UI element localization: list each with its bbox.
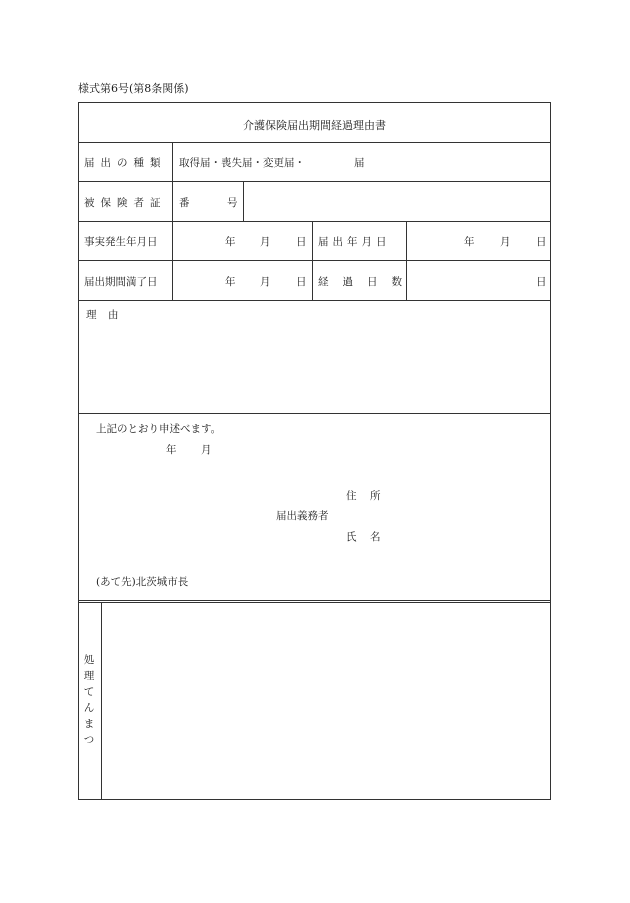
declaration-year-unit: 年 [166, 444, 177, 456]
occurrence-month-unit: 月 [260, 236, 271, 248]
address-label-2: 所 [370, 490, 381, 502]
expiry-month-unit: 月 [260, 276, 271, 288]
section-divider [78, 600, 551, 603]
reason-label-1: 理 [86, 309, 97, 321]
insured-card-label: 被保険者証 [84, 197, 167, 209]
form-title: 介護保険届出期間経過理由書 [243, 119, 386, 132]
address-label-1: 住 [346, 490, 357, 502]
filing-date-label: 届出年月日 [318, 236, 391, 248]
addressee: (あて先)北茨城市長 [96, 576, 189, 588]
declaration-month-unit: 月 [201, 444, 212, 456]
filing-month-unit: 月 [500, 236, 511, 248]
reason-label-2: 由 [108, 309, 119, 321]
occurrence-year-unit: 年 [225, 236, 236, 248]
col-divider [172, 142, 173, 300]
expiry-date-label: 届出期間満了日 [84, 276, 158, 288]
declaration-statement: 上記のとおり申述べます。 [96, 423, 222, 435]
row-divider [78, 181, 551, 182]
filing-year-unit: 年 [464, 236, 475, 248]
notification-type-label: 届出の種類 [84, 157, 167, 169]
insured-number-label-2: 号 [227, 197, 238, 209]
row-divider [78, 260, 551, 261]
row-divider [78, 300, 551, 301]
col-divider [312, 221, 313, 300]
name-label-2: 名 [370, 531, 381, 543]
filing-day-unit: 日 [536, 236, 547, 248]
elapsed-days-unit: 日 [536, 276, 547, 288]
expiry-year-unit: 年 [225, 276, 236, 288]
insured-number-label-1: 番 [179, 197, 190, 209]
form-number: 様式第6号(第8条関係) [78, 82, 189, 95]
notification-type-suffix: 届 [354, 157, 365, 169]
row-divider [78, 142, 551, 143]
row-divider [78, 413, 551, 414]
name-label-1: 氏 [346, 531, 357, 543]
col-divider [101, 603, 102, 800]
expiry-day-unit: 日 [296, 276, 307, 288]
obligor-label: 届出義務者 [276, 510, 329, 522]
processing-label: 処 理 て ん ま つ [83, 654, 95, 746]
occurrence-day-unit: 日 [296, 236, 307, 248]
row-divider [78, 221, 551, 222]
col-divider [243, 181, 244, 221]
occurrence-date-label: 事実発生年月日 [84, 236, 158, 248]
notification-type-options: 取得届・喪失届・変更届・ [179, 157, 305, 169]
elapsed-days-label: 経過日数 [318, 276, 416, 288]
